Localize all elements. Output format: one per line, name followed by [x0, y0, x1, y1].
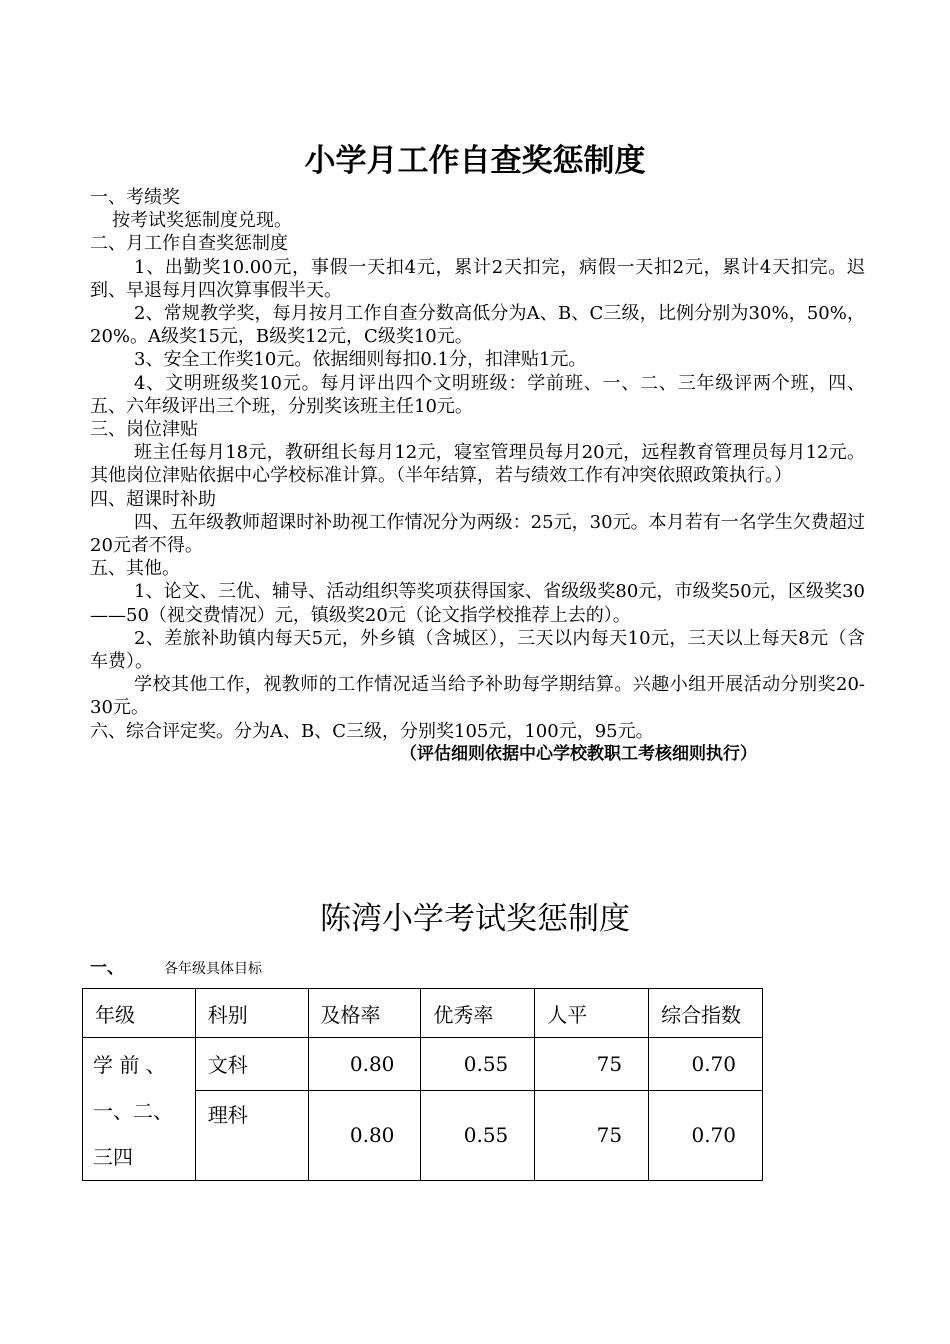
header-cell: 人平	[535, 989, 649, 1038]
targets-table	[82, 988, 763, 1181]
header-cell: 科别	[195, 989, 308, 1038]
section-heading: 一、考绩奖	[90, 187, 180, 208]
table-row	[83, 1038, 763, 1091]
page-title: 小学月工作自查奖惩制度	[304, 143, 646, 179]
section-heading	[90, 956, 262, 981]
header-cell: 综合指数	[649, 989, 763, 1038]
paragraph: 按考试奖惩制度兑现。	[112, 210, 292, 232]
grade-cell: 学 前 、 一、二、 三四	[83, 1038, 196, 1181]
section-heading: 三、岗位津贴	[90, 419, 198, 441]
footnote: （评估细则依据中心学校教职工考核细则执行）	[400, 743, 757, 764]
section-heading: 四、超课时补助	[90, 488, 216, 510]
excellent-rate-cell: 0.55	[421, 1038, 535, 1091]
section-heading: 二、月工作自查奖惩制度	[90, 233, 288, 255]
subject-cell: 文科	[195, 1038, 308, 1091]
paragraph: 学校其他工作，视教师的工作情况适当给予补助每学期结算。兴趣小组开展活动分别奖20-30元。	[90, 674, 865, 719]
section-number: 一、	[90, 958, 124, 978]
average-cell: 75	[535, 1090, 649, 1180]
paragraph: 1、论文、三优、辅导、活动组织等奖项获得国家、省级级奖80元，市级奖50元，区级奖30——50（视交费情况）元，镇级奖20元（论文指学校推荐上去的）。	[90, 581, 865, 626]
index-cell: 0.70	[649, 1090, 763, 1180]
paragraph: 3、安全工作奖10元。依据细则每扣0.1分，扣津贴1元。	[134, 349, 587, 371]
table-header-row	[83, 989, 763, 1038]
second-title: 陈湾小学考试奖惩制度	[320, 901, 630, 937]
header-cell: 优秀率	[421, 989, 535, 1038]
header-cell: 年级	[83, 989, 196, 1038]
excellent-rate-cell: 0.55	[421, 1090, 535, 1180]
regulation-body	[90, 186, 865, 766]
section-heading: 六、综合评定奖。分为A、B、C三级，分别奖105元，100元，95元。	[90, 720, 654, 742]
average-cell: 75	[535, 1038, 649, 1091]
section-heading: 五、其他。	[90, 558, 180, 580]
pass-rate-cell: 0.80	[308, 1090, 421, 1180]
paragraph: 班主任每月18元，教研组长每月12元，寝室管理员每月20元，远程教育管理员每月12元。其他岗位津贴依据中心学校标准计算。（半年结算，若与绩效工作有冲突依照政策执行。）	[90, 442, 865, 487]
subject-cell: 理科	[195, 1090, 308, 1180]
header-cell: 及格率	[308, 989, 421, 1038]
pass-rate-cell: 0.80	[308, 1038, 421, 1091]
paragraph: 1、出勤奖10.00元，事假一天扣4元，累计2天扣完，病假一天扣2元，累计4天扣完。迟到、早退每月四次算事假半天。	[90, 256, 865, 301]
index-cell: 0.70	[649, 1038, 763, 1091]
section-label: 各年级具体目标	[164, 961, 262, 977]
paragraph: 四、五年级教师超课时补助视工作情况分为两级：25元，30元。本月若有一名学生欠费超过20元者不得。	[90, 511, 865, 557]
paragraph: 2、常规教学奖，每月按月工作自查分数高低分为A、B、C三级，比例分别为30%，50%，20%。A级奖15元，B级奖12元，C级奖10元。	[90, 303, 865, 348]
paragraph: 2、差旅补助镇内每天5元，外乡镇（含城区），三天以内每天10元，三天以上每天8元（含车费）。	[90, 627, 865, 673]
paragraph: 4、文明班级奖10元。每月评出四个文明班级：学前班、一、二、三年级评两个班，四、五、六年级评出三个班，分别奖该班主任10元。	[90, 372, 865, 417]
